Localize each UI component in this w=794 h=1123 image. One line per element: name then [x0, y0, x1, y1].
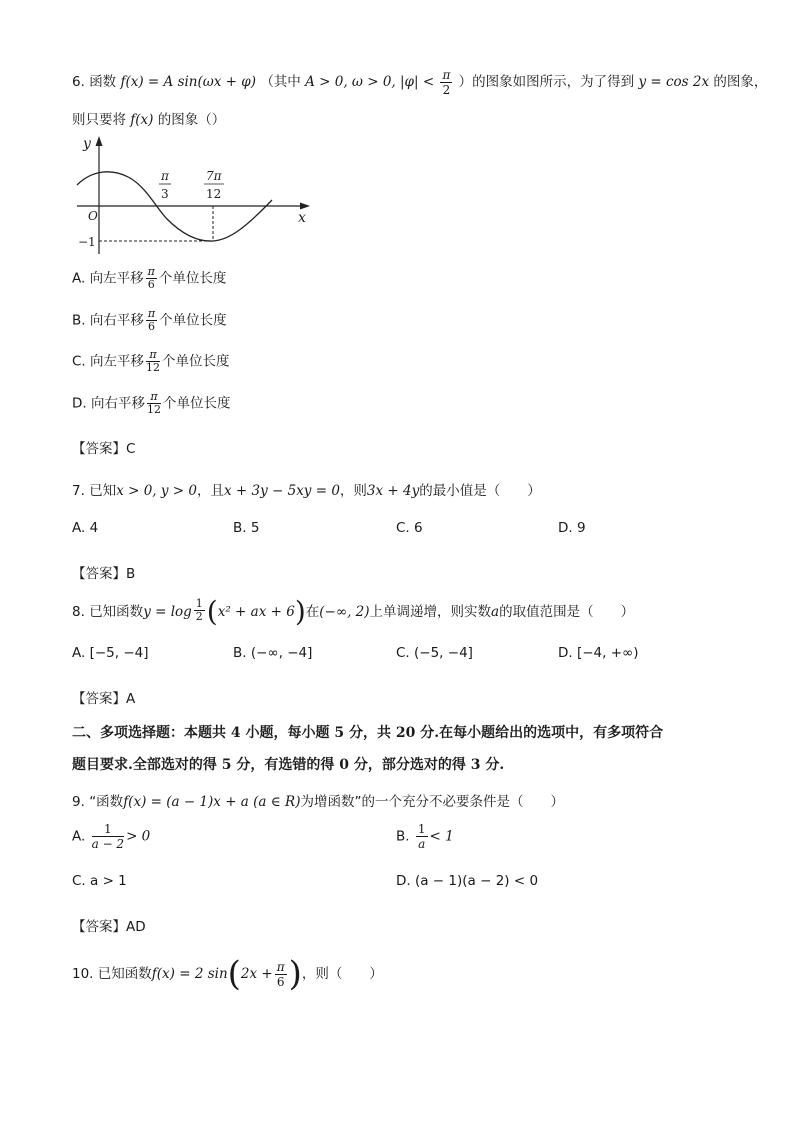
q6-cond-fraction: $\frac{\pi}{2}$	[442, 67, 451, 97]
q7-option-a[interactable]: A. 4	[72, 520, 99, 536]
tick-pi3-denominator: 3	[161, 187, 169, 201]
q9-answer: 【答案】AD	[72, 919, 146, 935]
q9-stem: 9. “函数f(x) = (a − 1)x + a (a ∈ R)为增函数”的一个充分不必要条件是（ ）	[72, 794, 564, 810]
q6-formula: f(x) = A sin(ωx + φ)	[120, 74, 257, 90]
q6-number: 6.	[72, 74, 85, 90]
ymin-label: −1	[78, 235, 96, 249]
q6-graph	[72, 134, 322, 259]
x-axis-arrow	[300, 203, 310, 210]
q9-option-b[interactable]: B. $\frac{1}{a}$ < 1	[396, 822, 454, 851]
q6-cond-open: （其中	[260, 74, 301, 90]
q8-option-a[interactable]: A. [−5, −4]	[72, 645, 149, 661]
q6-option-c[interactable]: C. 向左平移 $\frac{\pi}{12}$ 个单位长度	[72, 348, 230, 374]
q6-stem-line1	[72, 64, 767, 100]
q9-option-a[interactable]: A. $\frac{1}{a - 2}$ > 0	[72, 822, 151, 851]
q7-option-d[interactable]: D. 9	[558, 520, 586, 536]
q6-stem-line2: 则只要将 f(x) 的图象（）	[72, 112, 226, 128]
q9-option-c[interactable]: C. a > 1	[72, 873, 127, 889]
q6-condition: A > 0, ω > 0, |φ| <	[305, 74, 435, 90]
q6-option-a[interactable]: A. 向左平移 $\frac{\pi}{6}$ 个单位长度	[72, 265, 227, 291]
y-axis-arrow	[96, 136, 103, 146]
origin-label: O	[88, 209, 98, 223]
x-axis-label: x	[298, 210, 306, 226]
q8-option-b[interactable]: B. (−∞, −4]	[233, 645, 313, 661]
tick-pi3-numerator: π	[161, 169, 169, 183]
q6-cond-close: ）的图象如图所示，为了得到	[458, 74, 635, 90]
q6-target: y = cos 2x	[638, 74, 710, 90]
q8-option-c[interactable]: C. (−5, −4]	[396, 645, 473, 661]
section2-heading-line2: 题目要求.全部选对的得 5 分，有选错的得 0 分，部分选对的得 3 分.	[72, 757, 505, 773]
q8-stem: 8. 已知函数y = log $\frac{1}{2}$ (x² + ax + 6)在(−∞, 2)上单调递增，则实数a的取值范围是（ ）	[72, 595, 635, 628]
q10-stem: 10. 已知函数f(x) = 2 sin(2x + $\frac{\pi}{6}$ )，则（ ）	[72, 954, 383, 994]
q6-option-b[interactable]: B. 向右平移 $\frac{\pi}{6}$ 个单位长度	[72, 307, 227, 333]
q7-option-b[interactable]: B. 5	[233, 520, 260, 536]
q6-option-d[interactable]: D. 向右平移 $\frac{\pi}{12}$ 个单位长度	[72, 390, 231, 416]
q7-answer: 【答案】B	[72, 566, 136, 582]
tick-7pi12-numerator: 7π	[206, 169, 222, 183]
q7-stem: 7. 已知x > 0, y > 0，且x + 3y − 5xy = 0，则3x + 4y的最小值是（ ）	[72, 483, 541, 499]
tick-7pi12-denominator: 12	[206, 187, 222, 201]
q7-option-c[interactable]: C. 6	[396, 520, 423, 536]
section2-heading-line1: 二、多项选择题：本题共 4 小题，每小题 5 分，共 20 分.在每小题给出的选项中，有多项符合	[72, 725, 664, 741]
y-axis-label: y	[83, 136, 91, 152]
q8-option-d[interactable]: D. [−4, +∞)	[558, 645, 639, 661]
q6-prefix: 函数	[89, 74, 117, 90]
q6-tail: 的图象，	[713, 74, 768, 90]
q6-answer: 【答案】C	[72, 441, 136, 457]
q8-answer: 【答案】A	[72, 691, 136, 707]
q9-option-d[interactable]: D. (a − 1)(a − 2) < 0	[396, 873, 539, 889]
